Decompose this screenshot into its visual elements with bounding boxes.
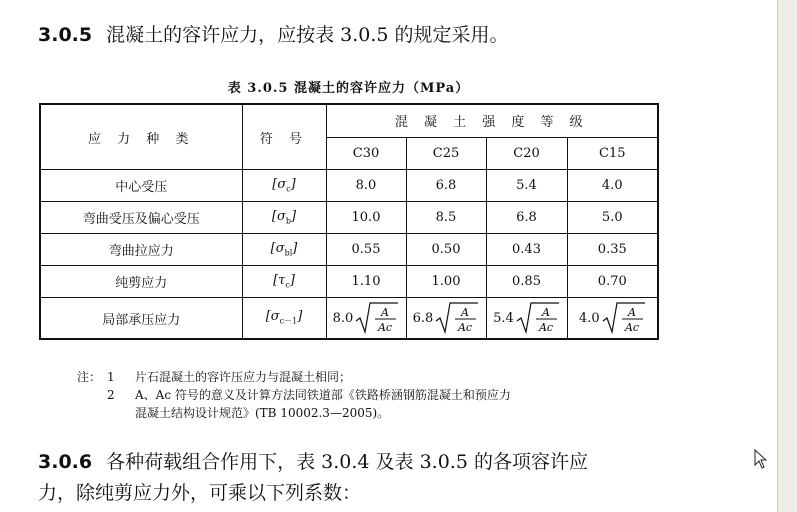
note-item: 注： 1 片石混凝土的容许压应力与混凝土相同； (77, 370, 352, 384)
value-cell: 6.8 (486, 202, 567, 234)
note-continuation: 混凝土结构设计规范》(TB 10002.3—2005)。 (135, 406, 390, 420)
radicand-numerator: A (541, 306, 550, 319)
value-cell: 8.0 (326, 170, 406, 202)
allowable-stress-table (39, 103, 659, 340)
col-header-stress-type: 应 力 种 类 (40, 104, 242, 170)
value-cell: 5.4 A Ac (486, 298, 567, 340)
radicand-denominator: Ac (458, 321, 473, 334)
section-number: 3.0.5 (38, 24, 93, 46)
notes-label: 注： (77, 370, 102, 384)
mouse-pointer-icon (754, 449, 768, 469)
value-cell: 5.0 (567, 202, 658, 234)
radicand-denominator: Ac (624, 321, 639, 334)
symbol: $[\sigma_c]$ (242, 170, 326, 202)
value-cell: 0.35 (567, 234, 658, 266)
section-text: 混凝土的容许应力，应按表 3.0.5 的规定采用。 (106, 24, 509, 46)
value-cell: 0.50 (406, 234, 486, 266)
table-row (40, 234, 658, 266)
symbol: $[\sigma_{bl}]$ (242, 234, 326, 266)
grade-header: C30 (326, 137, 406, 170)
value-cell: 4.0 A Ac (567, 298, 658, 340)
value-cell: 6.8 (406, 170, 486, 202)
value-cell: 1.10 (326, 266, 406, 298)
symbol: $[\sigma_b]$ (242, 202, 326, 234)
value-cell: 1.00 (406, 266, 486, 298)
table-caption: 表 3.0.5 混凝土的容许应力（MPa） (227, 81, 470, 96)
value-cell: 6.8 A Ac (406, 298, 486, 340)
grade-header: C15 (567, 137, 658, 170)
stress-type: 纯剪应力 (40, 266, 242, 298)
sqrt-a-over-ac (516, 301, 560, 335)
table-row (40, 170, 658, 202)
section-3-0-6 (38, 447, 588, 474)
col-header-grade-group: 混 凝 土 强 度 等 级 (326, 104, 658, 137)
radicand-denominator: Ac (378, 321, 393, 334)
radicand-numerator: A (381, 306, 390, 319)
value-cell: 0.70 (567, 266, 658, 298)
value-cell: 0.55 (326, 234, 406, 266)
col-header-symbol: 符 号 (242, 104, 326, 170)
sqrt-a-over-ac (602, 301, 646, 335)
sqrt-a-over-ac (355, 301, 399, 335)
value-cell: 10.0 (326, 202, 406, 234)
section-text: 各种荷载组合作用下，表 3.0.4 及表 3.0.5 的各项容许应 (106, 451, 588, 473)
stress-type: 弯曲拉应力 (40, 234, 242, 266)
stress-type: 弯曲受压及偏心受压 (40, 202, 242, 234)
stress-type: 局部承压应力 (40, 298, 242, 340)
value-cell: 0.85 (486, 266, 567, 298)
value-cell: 8.5 (406, 202, 486, 234)
symbol: $[\tau_c]$ (242, 266, 326, 298)
table-notes (77, 368, 511, 422)
radicand-numerator: A (461, 306, 470, 319)
radicand-denominator: Ac (538, 321, 553, 334)
table-row (40, 202, 658, 234)
section-number: 3.0.6 (38, 451, 93, 473)
grade-header: C25 (406, 137, 486, 170)
radicand-numerator: A (627, 306, 636, 319)
table-header-row (40, 104, 658, 137)
value-cell: 0.43 (486, 234, 567, 266)
note-item: 2 A、Ac 符号的意义及计算方法同铁道部《铁路桥涵钢筋混凝土和预应力 (107, 388, 511, 402)
value-cell: 4.0 (567, 170, 658, 202)
stress-type: 中心受压 (40, 170, 242, 202)
value-cell: 8.0 A Ac (326, 298, 406, 340)
sqrt-a-over-ac (435, 301, 479, 335)
grade-header: C20 (486, 137, 567, 170)
section-3-0-6-continuation: 力，除纯剪应力外，可乘以下列系数： (38, 482, 362, 504)
table-row (40, 266, 658, 298)
symbol: $[\sigma_{c-1}]$ (242, 298, 326, 340)
table-row (40, 298, 658, 340)
value-cell: 5.4 (486, 170, 567, 202)
section-3-0-5 (38, 20, 509, 47)
